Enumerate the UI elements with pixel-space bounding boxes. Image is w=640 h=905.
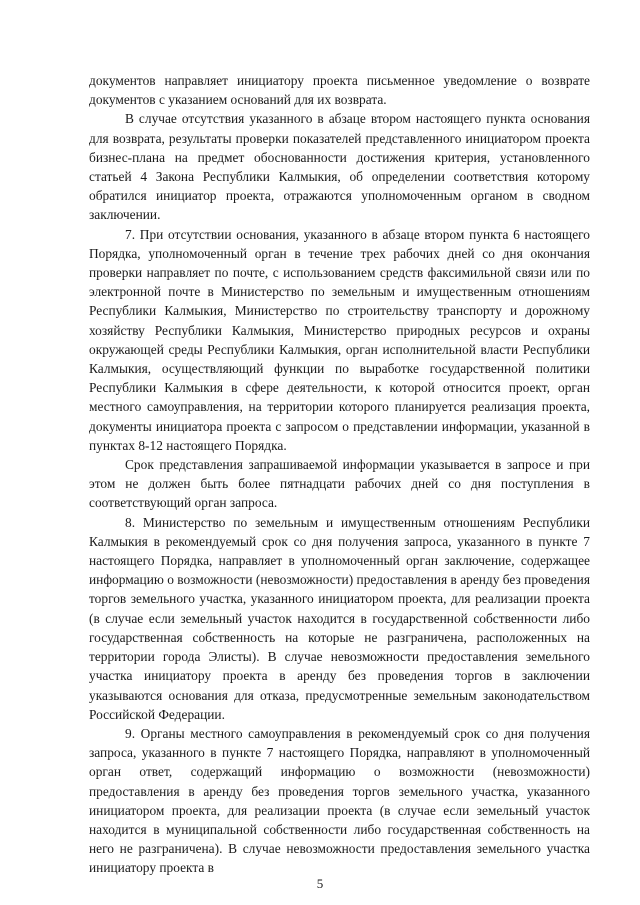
document-body xyxy=(89,71,590,878)
paragraph-return-absence: В случае отсутствия указанного в абзаце втором настоящего пункта основания для возврата, результаты проверки показателей представленного инициатором проекта бизнес-плана на предмет обоснованности достижения критерия, установленного статьей 4 Закона Республики Калмыкия, об определении соответствия которому обратился инициатор проекта, отражаются уполномоченным органом в сводном заключении. xyxy=(89,111,590,223)
paragraph-request-deadline: Срок представления запрашиваемой информации указывается в запросе и при этом не должен быть более пятнадцати рабочих дней со дня поступления в соответствующий орган запроса. xyxy=(89,457,590,511)
paragraph-item-9: 9. Органы местного самоуправления в рекомендуемый срок со дня получения запроса, указанного в пункте 7 настоящего Порядка, направляют в уполномоченный орган ответ, содержащий информацию о возможности (невозможности) предоставления в аренду без проведения торгов земельного участка, указанного инициатором проекта, для реализации проекта (в случае если земельный участок находится в муниципальной собственности либо государственная собственность на него не разграничена). В случае невозможности предоставления земельного участка инициатору проекта в xyxy=(89,725,590,876)
paragraph-item-8: 8. Министерство по земельным и имущественным отношениям Республики Калмыкия в рекомендуемый срок со дня получения запроса, указанного в пункте 7 настоящего Порядка, направляет в уполномоченный орган заключение, содержащее информацию о возможности (невозможности) предоставления в аренду без проведения торгов земельного участка, указанного инициатором проекта, для реализации проекта (в случае если земельный участок находится в государственной собственности либо государственная собственность на которые не разграничена, расположенных на территории города Элисты). В случае невозможности предоставления земельного участка инициатору проекта в аренду без проведения торгов в заключении указываются основания для отказа, предусмотренные земельным законодательством Российской Федерации. xyxy=(89,514,590,722)
page-number: 5 xyxy=(316,876,324,891)
paragraph-item-7: 7. При отсутствии основания, указанного в абзаце втором пункта 6 настоящего Порядка, уполномоченный орган в течение трех рабочих дней со дня окончания проверки направляет по почте, с использованием средств факсимильной связи или по электронной почте в Министерство по земельным и имущественным отношениям Республики Калмыкия, Министерство по строительству транспорту и дорожному хозяйству Республики Калмыкия, Министерство природных ресурсов и охраны окружающей среды Республики Калмыкия, орган исполнительной власти Республики Калмыкия, осуществляющий функции по выработке государственной политики Республики Калмыкия в сфере деятельности, к которой относится проект, орган местного самоуправления, на территории которого планируется реализация проекта, документы инициатора проекта с запросом о представлении информации, указанной в пунктах 8-12 настоящего Порядка. xyxy=(89,226,590,453)
paragraph-continuation: документов направляет инициатору проекта письменное уведомление о возврате документов с указанием оснований для их возврата. xyxy=(89,73,590,108)
